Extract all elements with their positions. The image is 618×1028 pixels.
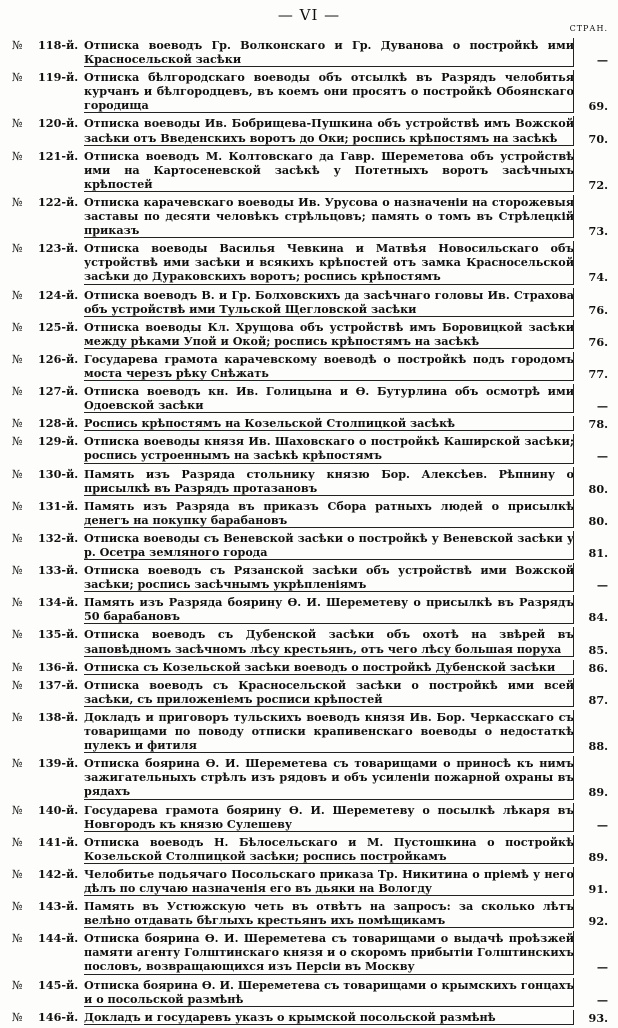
column-divider — [573, 531, 574, 560]
toc-entry — [12, 467, 612, 496]
entry-number-sign: № — [12, 678, 23, 692]
entry-number-sign: № — [12, 288, 23, 302]
entry-number-sign: № — [12, 531, 23, 545]
entry-number-sign: № — [12, 39, 23, 52]
entry-number: 126-й. — [38, 351, 79, 366]
entry-number-sign: № — [12, 757, 23, 771]
entry-number-sign: № — [12, 1010, 23, 1024]
entry-number-group — [12, 241, 84, 256]
column-divider — [573, 978, 574, 1007]
entry-title: Память изъ Разряда боярину Ѳ. И. Шереметеву о присылкѣ въ Разрядъ 50 барабановъ — [84, 595, 574, 624]
entry-number: 143-й. — [38, 899, 79, 914]
column-divider — [573, 627, 574, 656]
entry-page-number: — — [596, 53, 608, 68]
toc-entry — [12, 978, 612, 1007]
entry-title: Отписка бѣлгородскаго воеводы объ отсылкѣ въ Разрядъ челобитья курчанъ и бѣлгородцевъ, въ коемъ они просятъ о постройкѣ Обоянскаго городища — [84, 70, 574, 113]
entry-number: 133-й. — [38, 563, 79, 578]
entry-number: 138-й. — [38, 709, 79, 724]
entry-page-number: 84. — [588, 610, 608, 625]
entry-number-sign: № — [12, 564, 23, 578]
entry-page-number: 74. — [588, 270, 608, 285]
entry-number-group — [12, 531, 84, 546]
entry-number: 128-й. — [38, 416, 79, 431]
column-divider — [573, 563, 574, 592]
entry-number-sign: № — [12, 867, 23, 881]
entry-number-sign: № — [12, 499, 23, 513]
column-divider — [573, 320, 574, 349]
entry-number: 131-й. — [38, 498, 79, 513]
column-divider — [573, 116, 574, 145]
toc-entry — [12, 149, 612, 192]
entry-number-sign: № — [12, 710, 23, 724]
entry-number-group — [12, 384, 84, 399]
entry-number-group — [12, 288, 84, 303]
toc-entry — [12, 710, 612, 753]
column-divider — [573, 288, 574, 317]
entry-number-group — [12, 320, 84, 335]
entry-page-number: 70. — [588, 131, 608, 146]
entry-page-number: 92. — [588, 914, 608, 929]
entry-number: 132-й. — [38, 530, 79, 545]
entry-page-number: 80. — [588, 513, 608, 528]
entry-page-number: — — [596, 399, 608, 414]
entry-number-sign: № — [12, 660, 23, 674]
entry-title: Отписка воеводъ кн. Ив. Голицына и Ѳ. Бутурлина объ осмотрѣ ими Одоевской засѣки — [84, 384, 574, 413]
entry-page-number: 76. — [588, 302, 608, 317]
entry-title: Память въ Устюжскую четь въ отвѣтъ на запросъ: за сколько лѣтъ велѣно отдавать бѣглыхъ крестьянъ ихъ помѣщикамъ — [84, 899, 574, 928]
column-divider — [573, 195, 574, 238]
entry-number: 136-й. — [38, 659, 79, 674]
entry-number-sign: № — [12, 467, 23, 481]
toc-entry — [12, 416, 612, 431]
toc-entry — [12, 595, 612, 624]
entry-number: 123-й. — [38, 241, 79, 256]
entry-number-group — [12, 38, 84, 53]
entry-title: Отписка воеводъ М. Колтовскаго да Гавр. Шереметова объ устройствѣ ими на Картосеневской засѣкѣ у Потетныхъ воротъ засѣчныхъ крѣпостей — [84, 148, 574, 191]
entry-number: 120-й. — [38, 116, 79, 131]
toc-entry — [12, 288, 612, 317]
entry-number: 141-й. — [38, 834, 79, 849]
entry-page-number: 77. — [588, 366, 608, 381]
entry-page-number: 81. — [588, 546, 608, 560]
toc-entry — [12, 434, 612, 463]
entry-number-group — [12, 867, 84, 882]
toc-entry — [12, 1010, 612, 1025]
entry-number-group — [12, 835, 84, 850]
toc-entry — [12, 931, 612, 974]
entry-number: 139-й. — [38, 756, 79, 771]
toc-entry — [12, 835, 612, 864]
entry-number-sign: № — [12, 417, 23, 431]
entry-number-sign: № — [12, 932, 23, 946]
entry-title: Отписка воеводы князя Ив. Шаховскаго о постройкѣ Каширской засѣки; роспись устроеннымъ на засѣкѣ крѣпостямъ — [84, 434, 574, 463]
entry-number: 124-й. — [38, 287, 79, 302]
column-divider — [573, 595, 574, 624]
column-divider — [573, 70, 574, 113]
column-divider — [573, 835, 574, 864]
entry-number-group — [12, 70, 84, 85]
column-divider — [573, 710, 574, 753]
entry-number-group — [12, 416, 84, 431]
entry-page-number: — — [596, 992, 608, 1007]
entry-title: Докладъ и государевъ указъ о крымской посольской размѣнѣ — [84, 1010, 574, 1025]
entry-title: Докладъ и приговоръ тульскихъ воеводъ князя Ив. Бор. Черкасскаго съ товарищами по поводу отписки крапивенскаго воеводы о недостаткѣ пулекъ и фитиля — [84, 709, 574, 753]
toc-entry — [12, 627, 612, 656]
entry-number-group — [12, 931, 84, 946]
entry-number-group — [12, 563, 84, 578]
entry-title: Отписка боярина Ѳ. И. Шереметева съ товарищами о выдачѣ проѣзжей памяти агенту Голштинскаго князя и о скоромъ прибытіи Голштинскихъ пословъ, возвращающихся изъ Персіи въ Москву — [84, 931, 574, 974]
entry-number-sign: № — [12, 117, 23, 131]
entry-page-number: 89. — [588, 849, 608, 864]
entry-number-group — [12, 149, 84, 164]
entry-number-group — [12, 195, 84, 210]
entry-number-group — [12, 627, 84, 642]
entry-title: Отписка воеводы съ Веневской засѣки о постройкѣ у Веневской засѣки у р. Осетра земляного города — [84, 530, 574, 559]
entry-number: 121-й. — [38, 148, 79, 163]
entry-number-sign: № — [12, 900, 23, 914]
entry-number-group — [12, 467, 84, 482]
column-divider — [573, 1010, 574, 1025]
entry-number: 118-й. — [38, 38, 79, 52]
column-divider — [573, 384, 574, 413]
entry-title: Государева грамота боярину Ѳ. И. Шереметеву о посылкѣ лѣкаря въ Новгородъ къ князю Сулешеву — [84, 802, 574, 831]
entry-number-sign: № — [12, 628, 23, 642]
entry-title: Отписка съ Козельской засѣки воеводъ о постройкѣ Дубенской засѣки — [84, 660, 574, 675]
entry-number-sign: № — [12, 978, 23, 992]
column-divider — [573, 756, 574, 799]
entry-page-number: — — [596, 578, 608, 593]
entry-title: Отписка воеводы Василья Чевкина и Матвѣя Новосильскаго объ устройствѣ ими засѣки и всякихъ крѣпостей отъ замка Красносельской засѣки до Дураковскихъ воротъ; роспись крѣпостямъ — [84, 241, 574, 284]
column-divider — [573, 149, 574, 192]
entry-number: 127-й. — [38, 384, 79, 399]
toc-entry — [12, 867, 612, 896]
entry-number-sign: № — [12, 385, 23, 399]
entry-number-group — [12, 434, 84, 449]
entry-title: Государева грамота карачевскому воеводѣ о постройкѣ подъ городомъ моста черезъ рѣку Снѣжать — [84, 351, 574, 380]
entry-number: 122-й. — [38, 194, 79, 209]
entry-title: Отписка воеводъ съ Рязанской засѣки объ устройствѣ ими Вожской засѣки; роспись засѣчнымъ укрѣпленіямъ — [84, 563, 574, 592]
entry-page-number: 87. — [588, 692, 608, 707]
column-divider — [573, 803, 574, 832]
toc-entry — [12, 384, 612, 413]
toc-entry — [12, 320, 612, 349]
entry-number-group — [12, 352, 84, 367]
entry-number-group — [12, 756, 84, 771]
entry-page-number: — — [596, 960, 608, 975]
column-divider — [573, 499, 574, 528]
toc-entry — [12, 116, 612, 145]
entry-title: Память изъ Разряда стольнику князю Бор. Алексѣев. Рѣпнину о присылкѣ въ Разрядъ протазановъ — [84, 466, 574, 495]
entry-title: Отписка воеводы Ив. Бобрищева-Пушкина объ устройствѣ имъ Вожской засѣки отъ Введенскихъ воротъ до Оки; роспись крѣпостямъ на засѣкѣ — [84, 116, 574, 145]
entry-number-sign: № — [12, 835, 23, 849]
entry-number: 129-й. — [38, 434, 79, 449]
entry-title: Отписка воеводъ Н. Бѣлосельскаго и М. Пустошкина о постройкѣ Козельской Столпицкой засѣки; роспись постройкамъ — [84, 834, 574, 863]
entry-number-group — [12, 595, 84, 610]
entry-page-number: 76. — [588, 334, 608, 349]
table-of-contents — [12, 38, 612, 1028]
entry-title: Память изъ Разряда въ приказъ Сбора ратныхъ людей о присылкѣ денегъ на покупку барабановъ — [84, 498, 574, 527]
toc-entry — [12, 499, 612, 528]
entry-number-sign: № — [12, 149, 23, 163]
entry-number-sign: № — [12, 195, 23, 209]
entry-page-number: — — [596, 817, 608, 832]
toc-entry — [12, 38, 612, 67]
entry-page-number: 88. — [588, 739, 608, 754]
column-divider — [573, 38, 574, 67]
toc-entry — [12, 195, 612, 238]
entry-page-number: 86. — [588, 660, 608, 675]
toc-entry — [12, 352, 612, 381]
entry-number: 142-й. — [38, 866, 79, 881]
column-divider — [573, 416, 574, 431]
column-divider — [573, 867, 574, 896]
entry-number: 137-й. — [38, 677, 79, 692]
entry-number: 144-й. — [38, 931, 79, 946]
entry-page-number: 85. — [588, 642, 608, 657]
entry-number-sign: № — [12, 803, 23, 817]
entry-page-number: — — [596, 449, 608, 464]
entry-number-group — [12, 978, 84, 993]
entry-page-number: 89. — [588, 785, 608, 800]
entry-number: 146-й. — [38, 1009, 79, 1024]
entry-number-group — [12, 499, 84, 514]
entry-number: 119-й. — [38, 70, 79, 85]
entry-number: 134-й. — [38, 595, 79, 610]
toc-entry — [12, 241, 612, 284]
entry-title: Челобитье подьячаго Посольскаго приказа Тр. Никитина о пріемѣ у него дѣлъ по случаю назначенія его въ дьяки на Вологду — [84, 866, 574, 895]
page-column-label: СТРАН. — [569, 24, 608, 33]
column-divider — [573, 241, 574, 284]
column-divider — [573, 660, 574, 675]
entry-number: 135-й. — [38, 627, 79, 642]
entry-page-number: 80. — [588, 481, 608, 496]
entry-page-number: 93. — [588, 1010, 608, 1025]
column-divider — [573, 434, 574, 463]
entry-number: 140-й. — [38, 802, 79, 817]
entry-number-group — [12, 660, 84, 675]
entry-title: Роспись крѣпостямъ на Козельской Столпицкой засѣкѣ — [84, 416, 574, 431]
entry-title: Отписка боярина Ѳ. И. Шереметева съ товарищами о приносѣ къ нимъ зажигательныхъ стрѣлъ изъ рядовъ и объ усиленіи пожарной охраны въ рядахъ — [84, 756, 574, 799]
toc-entry — [12, 70, 612, 113]
entry-title: Отписка карачевскаго воеводы Ив. Урусова о назначеніи на сторожевыя заставы по десяти человѣкъ стрѣльцовъ; память о томъ въ Стрѣлецкій приказъ — [84, 194, 574, 238]
toc-entry — [12, 756, 612, 799]
entry-title: Отписка воеводъ съ Красносельской засѣки о постройкѣ ими всей засѣки, съ приложеніемъ росписи крѣпостей — [84, 677, 574, 706]
entry-number: 130-й. — [38, 466, 79, 481]
entry-number-group — [12, 116, 84, 131]
entry-number-sign: № — [12, 352, 23, 366]
toc-entry — [12, 563, 612, 592]
entry-number-sign: № — [12, 242, 23, 256]
entry-number-group — [12, 678, 84, 693]
entry-number-sign: № — [12, 320, 23, 334]
entry-page-number: 69. — [588, 99, 608, 114]
entry-number: 125-й. — [38, 319, 79, 334]
entry-title: Отписка воеводы Кл. Хрущова объ устройствѣ имъ Боровицкой засѣки между рѣками Упой и Окой; роспись крѣпостямъ на засѣкѣ — [84, 319, 574, 348]
entry-number-sign: № — [12, 596, 23, 610]
entry-number-group — [12, 710, 84, 725]
entry-number-sign: № — [12, 71, 23, 85]
entry-page-number: 78. — [588, 417, 608, 432]
toc-entry — [12, 660, 612, 675]
entry-title: Отписка боярина Ѳ. И. Шереметева съ товарищами о крымскихъ гонцахъ и о посольской размѣнѣ — [84, 977, 574, 1006]
column-divider — [573, 352, 574, 381]
toc-entry — [12, 678, 612, 707]
toc-entry — [12, 803, 612, 832]
entry-number: 145-й. — [38, 977, 79, 992]
entry-title: Отписка воеводъ съ Дубенской засѣки объ охотѣ на звѣрей въ заповѣдномъ засѣчномъ лѣсу крестьянъ, отъ чего лѣсу большая поруха — [84, 627, 574, 656]
entry-number-sign: № — [12, 435, 23, 449]
page-header: — VI — — [277, 6, 341, 24]
entry-page-number: 91. — [588, 881, 608, 896]
entry-number-group — [12, 1010, 84, 1025]
column-divider — [573, 467, 574, 496]
entry-title: Отписка воеводъ В. и Гр. Болховскихъ да засѣчнаго головы Ив. Страхова объ устройствѣ ими Тульской Щегловской засѣки — [84, 287, 574, 316]
column-divider — [573, 678, 574, 707]
entry-title: Отписка воеводъ Гр. Волконскаго и Гр. Дуванова о постройкѣ ими Красносельской засѣки — [84, 38, 574, 67]
entry-page-number: 72. — [588, 177, 608, 192]
entry-number-group — [12, 803, 84, 818]
toc-entry — [12, 531, 612, 560]
column-divider — [573, 931, 574, 974]
entry-page-number: 73. — [588, 224, 608, 239]
entry-number-group — [12, 899, 84, 914]
